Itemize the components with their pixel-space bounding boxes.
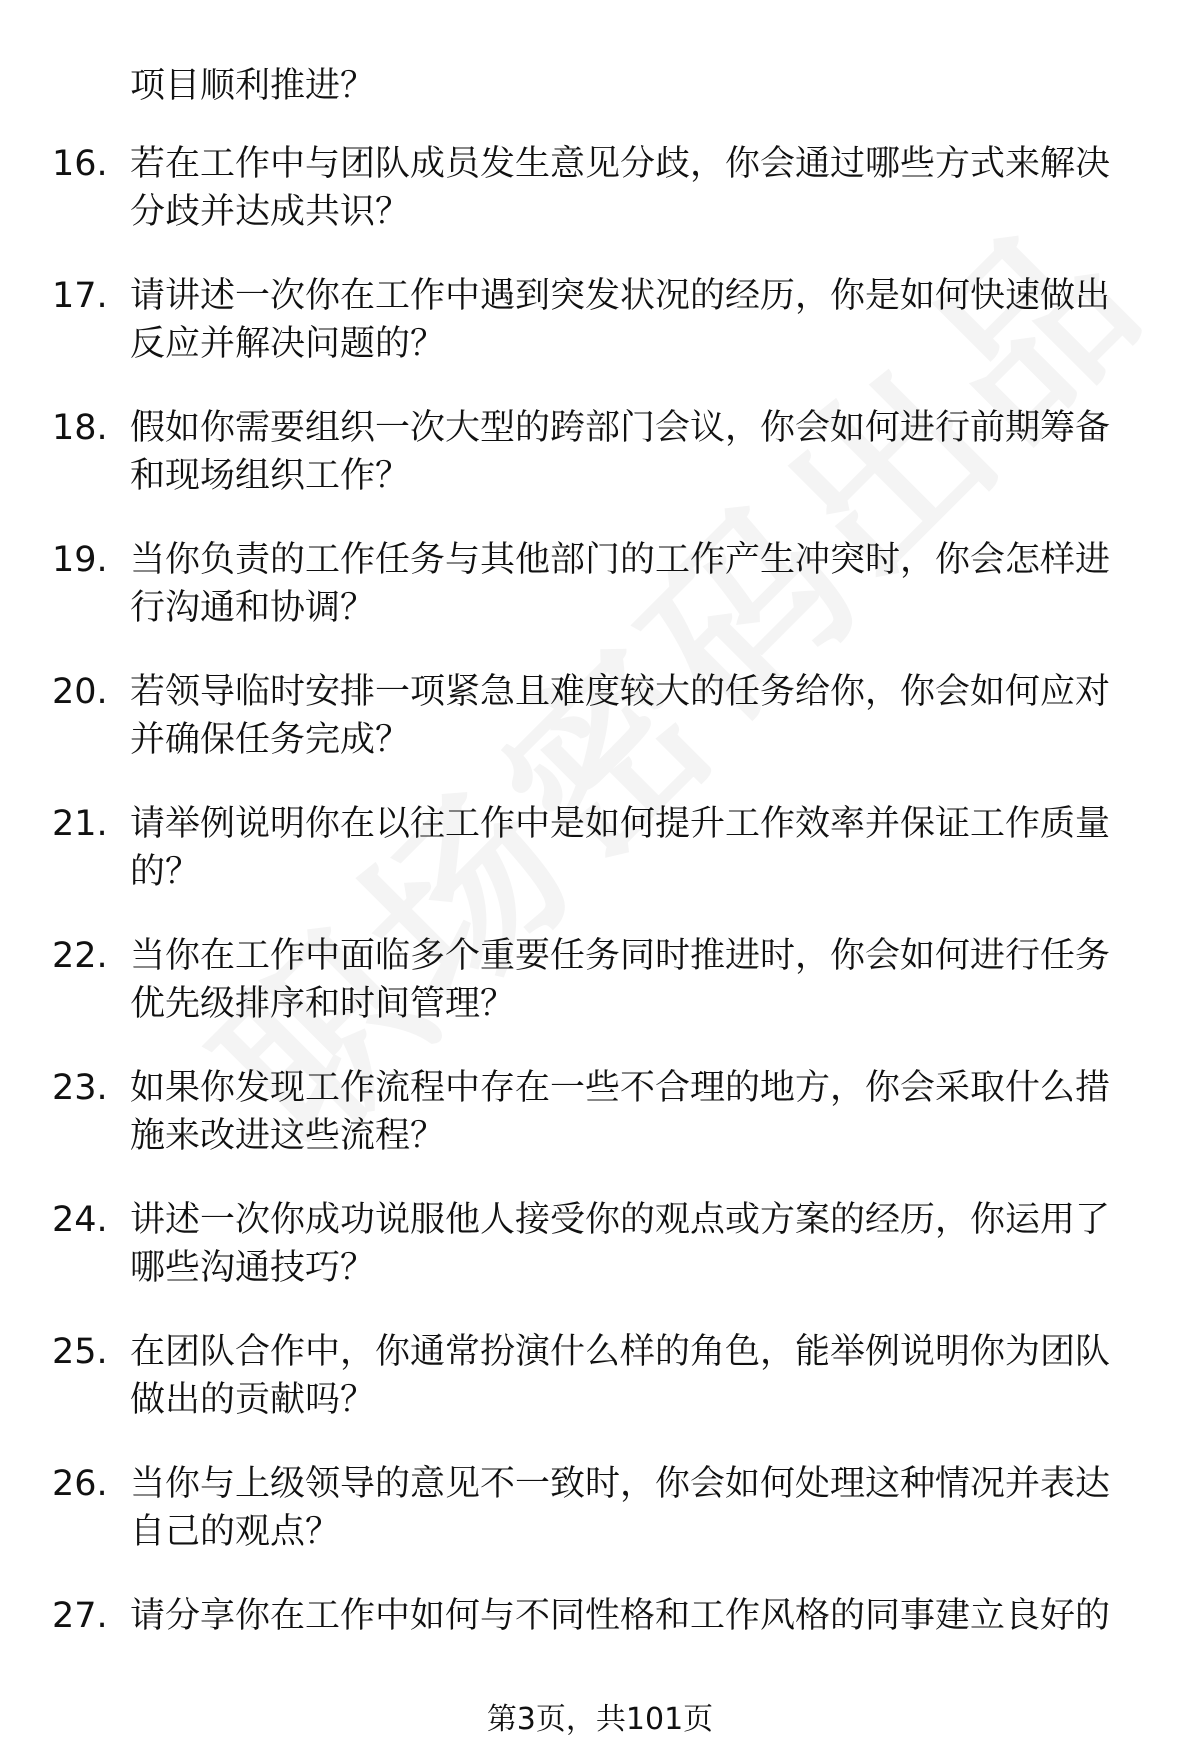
question-item [0,1460,1200,1592]
question-number: 20. [52,672,108,712]
question-number: 18. [52,408,108,448]
question-list [0,140,1200,1724]
question-item [0,668,1200,800]
question-number: 19. [52,540,108,580]
question-text: 讲述一次你成功说服他人接受你的观点或方案的经历，你运用了哪些沟通技巧？ [130,1200,1111,1288]
question-number: 21. [52,804,108,844]
question-text: 当你与上级领导的意见不一致时，你会如何处理这种情况并表达自己的观点？ [130,1464,1111,1552]
question-text: 当你负责的工作任务与其他部门的工作产生冲突时，你会怎样进行沟通和协调？ [130,540,1111,628]
question-number: 25. [52,1332,108,1372]
question-item [0,1328,1200,1460]
question-number: 26. [52,1464,108,1504]
question-text: 若领导临时安排一项紧急且难度较大的任务给你，你会如何应对并确保任务完成？ [130,672,1111,760]
question-text: 如果你发现工作流程中存在一些不合理的地方，你会采取什么措施来改进这些流程？ [130,1068,1111,1156]
question-text: 假如你需要组织一次大型的跨部门会议，你会如何进行前期筹备和现场组织工作？ [130,408,1111,496]
question-number: 16. [52,144,108,184]
question-item [0,1064,1200,1196]
question-item [0,140,1200,272]
question-item [0,800,1200,932]
question-number: 27. [52,1596,108,1636]
question-item [0,272,1200,404]
question-text: 请举例说明你在以往工作中是如何提升工作效率并保证工作质量的？ [130,804,1111,892]
question-number: 23. [52,1068,108,1108]
question-number: 17. [52,276,108,316]
page-footer: 第3页，共101页 [486,1702,714,1737]
continued-question-text: 项目顺利推进？ [130,66,376,106]
question-text: 请讲述一次你在工作中遇到突发状况的经历，你是如何快速做出反应并解决问题的？ [130,276,1111,364]
question-item [0,536,1200,668]
question-text: 请分享你在工作中如何与不同性格和工作风格的同事建立良好的 [130,1596,1111,1636]
question-text: 若在工作中与团队成员发生意见分歧，你会通过哪些方式来解决分歧并达成共识？ [130,144,1111,232]
question-item [0,1196,1200,1328]
question-item [0,404,1200,536]
question-text: 在团队合作中，你通常扮演什么样的角色，能举例说明你为团队做出的贡献吗？ [130,1332,1111,1420]
question-number: 22. [52,936,108,976]
question-item [0,932,1200,1064]
question-number: 24. [52,1200,108,1240]
question-text: 当你在工作中面临多个重要任务同时推进时，你会如何进行任务优先级排序和时间管理？ [130,936,1111,1024]
